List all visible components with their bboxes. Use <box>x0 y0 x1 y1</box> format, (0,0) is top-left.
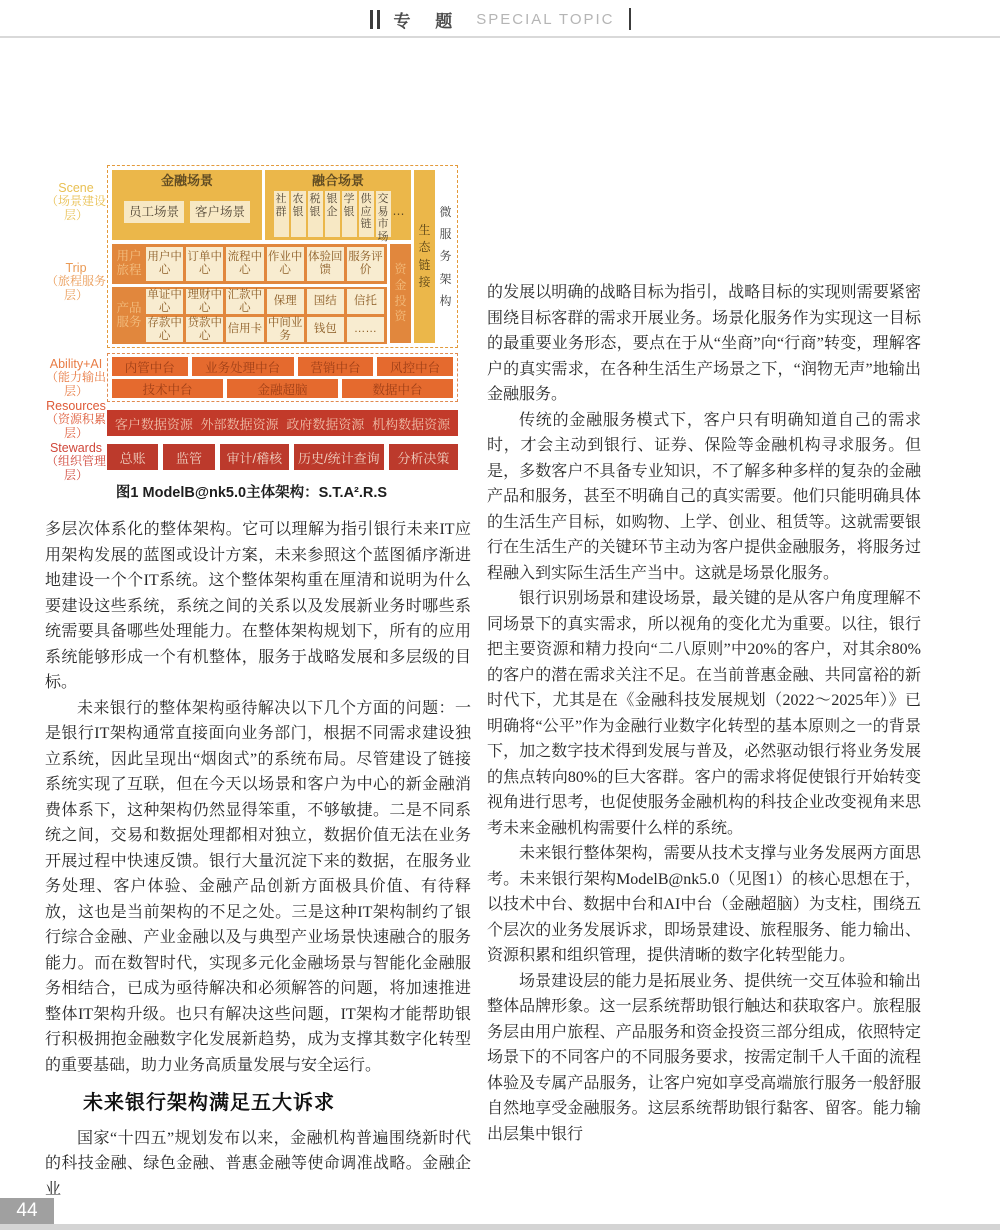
journey-box: 用户中心 <box>146 247 183 281</box>
microservice-architecture-label: 微服务架构 <box>439 205 452 308</box>
fusion-box: 税银 <box>308 191 323 237</box>
stewards-box: 总账 <box>107 444 158 470</box>
product-box: 汇款中心 <box>227 288 263 314</box>
right-column <box>487 280 921 1147</box>
ability-box: 营销中台 <box>298 357 374 376</box>
fusion-box: 供应链 <box>359 191 374 237</box>
journey-box: 体验回馈 <box>307 247 344 281</box>
stewards-box: 分析决策 <box>389 444 458 470</box>
ability-box: 风控中台 <box>377 357 453 376</box>
product-box: 国结 <box>307 289 344 314</box>
capital-investment-box: 资金投资 <box>390 244 411 343</box>
product-box: 理财中心 <box>187 288 222 314</box>
fusion-box: 社群 <box>274 191 289 237</box>
body-paragraph: 的发展以明确的战略目标为指引，战略目标的实现则需要紧密围绕目标客群的需求开展业务。场景化服务作为实现这一目标的最重要业务形态，要点在于从“坐商”向“行商”转变，理解客户的真实需求，在各种生活生产场景之下，“润物无声”地输出金融服务。 <box>487 284 921 403</box>
product-box: 单证中心 <box>147 288 182 314</box>
ability-box: 数据中台 <box>342 379 453 398</box>
product-box: 保理 <box>267 289 304 314</box>
stewards-box: 监管 <box>163 444 214 470</box>
ability-box: 金融超脑 <box>227 379 338 398</box>
resource-item: 机构数据资源 <box>372 416 451 432</box>
fusion-box: 银企 <box>325 191 340 237</box>
body-paragraph: 未来银行整体架构，需要从技术支撑与业务发展两方面思考。未来银行架构ModelB@nk5.0（见图1）的核心思想在于，以技术中台、数据中台和AI中台（金融超脑）为支柱，围绕五个层次的业务发展诉求，即场景建设、旅程服务、能力输出、资源积累和组织管理，提供清晰的数字化转型能力。 <box>487 845 921 964</box>
ability-layer <box>107 353 458 402</box>
product-box: 钱包 <box>307 317 344 342</box>
product-box: 存款中心 <box>147 316 182 342</box>
eco-link-box: 生态链接 <box>414 170 435 343</box>
journey-box: 服务评价 <box>347 247 384 281</box>
journey-box: 作业中心 <box>267 247 304 281</box>
body-paragraph: 未来银行的整体架构亟待解决以下几个方面的问题：一是银行IT架构通常直接面向业务部门，根据不同需求建设独立系统，因此呈现出“烟囱式”的系统布局。尽管建设了链接系统实现了互联，但在今天以场景和客户为中心的新金融消费体系下，这种架构仍然显得笨重，不够敏捷。二是不同系统之间，交易和数据处理都相对独立，数据价值无法在业务开展过程中快速反馈。银行大量沉淀下来的数据，在服务业务处理、客户体验、金融产品创新方面极具价值、有待释放，这也是当前架构的不足之处。三是这种IT架构制约了银行综合金融、产业金融以及与典型产业场景快速融合的服务能力。而在数智时代，实现多元化金融场景与智能化金融服务相结合，已成为亟待解决和必须解答的问题，将加速推进整体IT架构升级。也只有解决这些问题，IT架构才能帮助银行积极拥抱金融数字化发展新趋势，成为支撑其数字化转型的重要基础，助力业务高质量发展与安全运行。 <box>45 699 471 1074</box>
ability-box: 业务处理中台 <box>192 357 294 376</box>
layer-label-ability: Ability+AI （能力输出层） <box>45 357 106 399</box>
figure-diagram <box>107 165 458 470</box>
fusion-box: 农银 <box>291 191 306 237</box>
journey-box: 流程中心 <box>226 247 263 281</box>
body-paragraph: 国家“十四五”规划发布以来，金融机构普遍围绕新时代的科技金融、绿色金融、普惠金融等使命调准战略。金融企业 <box>45 1129 471 1198</box>
product-service-rows <box>112 287 387 344</box>
scene-layer <box>112 170 411 243</box>
fusion-box: 学银 <box>342 191 357 237</box>
layer-label-scene: Scene （场景建设层） <box>45 181 106 223</box>
resource-item: 客户数据资源 <box>114 416 193 432</box>
fusion-ellipsis: ⋯ <box>392 207 405 221</box>
finance-scene-block <box>112 170 262 240</box>
fusion-scene-block <box>265 170 411 243</box>
scene-box: 客户场景 <box>190 201 250 223</box>
product-box: 贷款中心 <box>187 316 222 342</box>
resource-item: 外部数据资源 <box>200 416 279 432</box>
layer-label-resources: Resources （资源积累层） <box>45 399 106 441</box>
header-topic-en: SPECIAL TOPIC <box>476 10 615 28</box>
body-paragraph: 银行识别场景和建设场景，最关键的是从客户角度理解不同场景下的真实需求，所以视角的变化尤为重要。以往，银行把主要资源和精力投向“二八原则”中20%的客户，对其余80%的客户的潜在需求关注不足。在当前普惠金融、共同富裕的新时代下，尤其是在《金融科技发展规划（2022～2025年）》已明确将“公平”作为金融行业数字化转型的基本原则之一的背景下，加之数字技术得到发展与普及，必然驱动银行将业务发展的焦点转向80%的巨大客群。客户的需求将促使银行开始转变视角进行思考，也促使服务金融机构的科技企业改变视角来思考未来金融机构需要什么样的系统。 <box>487 590 921 837</box>
journey-label: 用户旅程 <box>116 249 142 277</box>
left-column <box>45 517 471 1202</box>
figure-layer-labels <box>45 165 107 483</box>
figure-caption: 图1 ModelB@nk5.0主体架构：S.T.A².R.S <box>115 485 388 501</box>
body-paragraph: 多层次体系化的整体架构。它可以理解为指引银行未来IT应用架构发展的蓝图或设计方案，未来参照这个蓝图循序渐进地建设一个个IT系统。这个整体架构重在厘清和说明为什么要建设这些系统，系统之间的关系以及发展新业务时哪些系统需要具备哪些处理能力。在整体架构规划下，所有的应用系统能够形成一个有机整体，服务于战略发展和多层级的目标。 <box>45 521 471 691</box>
product-box: …… <box>347 317 384 342</box>
page-header <box>0 6 1000 32</box>
layer-label-trip: Trip （旅程服务层） <box>45 261 106 303</box>
scene-box: 员工场景 <box>124 201 184 223</box>
stewards-box: 历史/统计查询 <box>294 444 384 470</box>
stewards-box: 审计/稽核 <box>220 444 289 470</box>
product-box: 信托 <box>347 289 384 314</box>
stewards-layer <box>107 444 458 470</box>
product-box: 信用卡 <box>226 317 263 342</box>
user-journey-row <box>112 244 387 284</box>
body-paragraph: 传统的金融服务模式下，客户只有明确知道自己的需求时，才会主动到银行、证券、保险等金融机构寻求服务。但是，多数客户不具备专业知识，不了解多种多样的复杂的金融产品和服务，甚至不明确自己的真实需要。他们只能明确具体的生活生产目标，如购物、上学、创业、租赁等。这就需要银行在生活生产的关键环节主动为客户提供金融服务，将服务过程融入到实际生活生产当中。这就是场景化服务。 <box>487 411 921 582</box>
fusion-scene-title: 融合场景 <box>311 173 364 188</box>
header-double-bar <box>370 10 380 29</box>
page-number: 44 <box>0 1198 54 1224</box>
fusion-box: 交易市场 <box>377 193 389 243</box>
resource-item: 政府数据资源 <box>286 416 365 432</box>
figure-modelbank-architecture <box>45 165 458 483</box>
section-heading: 未来银行架构满足五大诉求 <box>83 1092 335 1114</box>
header-single-bar <box>629 8 631 30</box>
resources-layer <box>107 410 458 436</box>
footer-bar <box>0 1224 1000 1230</box>
ability-box: 内管中台 <box>112 357 188 376</box>
product-label: 产品服务 <box>116 300 142 329</box>
trip-layer <box>112 244 411 343</box>
finance-scene-title: 金融场景 <box>160 173 213 188</box>
body-paragraph: 场景建设层的能力是拓展业务、提供统一交互体验和输出整体品牌形象。这一层系统帮助银行触达和获取客户。旅程服务层由用户旅程、产品服务和资金投资三部分组成，依照特定场景下的不同客户的不同服务要求，按需定制千人千面的流程体验及专属产品服务，让客户宛如享受高端旅行服务一般舒服自然地享受金融服务。这层系统帮助银行黏客、留客。能力输出层集中银行 <box>487 972 921 1143</box>
layer-label-stewards: Stewards （组织管理层） <box>45 441 106 483</box>
journey-box: 订单中心 <box>186 247 223 281</box>
ability-box: 技术中台 <box>112 379 223 398</box>
product-box: 中间业务 <box>267 316 303 342</box>
header-divider <box>0 36 1000 38</box>
scene-trip-box <box>107 165 458 348</box>
header-topic-cn: 专 题 <box>393 11 463 31</box>
